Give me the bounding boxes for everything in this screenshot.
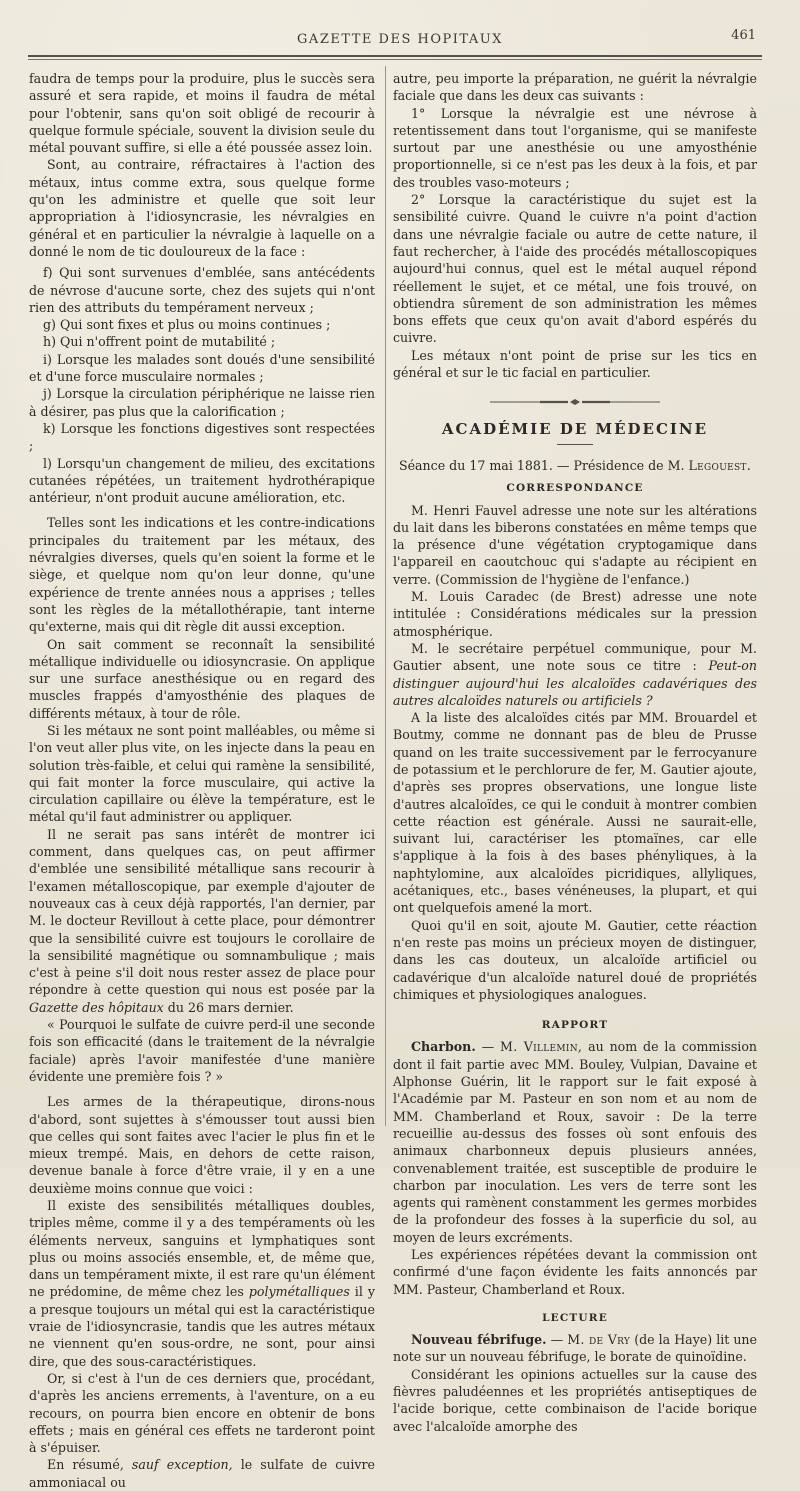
paragraph bbox=[29, 1197, 375, 1370]
paragraph: Considérant les opinions actuelles sur la cause des fièvres paludéennes et les propriétés antiseptiques de l'acide borique, cette combinaison de l'acide borique avec l'alcaloïde amorphe des bbox=[393, 1366, 757, 1434]
list-item: g) Qui sont fixes et plus ou moins continues ; bbox=[43, 317, 331, 333]
header-rule-thin bbox=[28, 59, 762, 60]
seance-line bbox=[393, 457, 757, 474]
page-header bbox=[40, 28, 760, 54]
correspondance-heading: CORRESPONDANCE bbox=[506, 482, 644, 495]
title-rule bbox=[557, 444, 593, 445]
paragraph: Quoi qu'il en soit, ajoute M. Gautier, cette réaction n'en reste pas moins un précieux moyen de distinguer, dans les cas douteux, un alcaloïde artificiel ou cadavérique d'un alcaloïde naturel doué de propriétés chimiques et physiologiques analogues. bbox=[393, 917, 757, 1002]
text-run: — bbox=[546, 1332, 568, 1348]
note-title: Peut-on distinguer aujourd'hui les alcaloïdes cadavériques des autres alcaloïdes naturels ou artificiels ? bbox=[393, 658, 757, 708]
text-run: il y a presque toujours un métal qui est la caractéristique vraie de l'idiosyncrasie, tandis que les autres métaux ne viennent qu'en sous-ordre, ne sont, pour ainsi dire, que des sous-caractéristiques. bbox=[29, 1284, 375, 1369]
paragraph: autre, peu importe la préparation, ne guérit la névralgie faciale que dans les deux cas suivants : bbox=[393, 71, 757, 104]
page-number: 461 bbox=[731, 28, 756, 43]
paragraph bbox=[393, 640, 757, 709]
text-run: le sulfate de cuivre ammoniacal ou bbox=[29, 1457, 375, 1490]
speaker-name: M. de Vry bbox=[567, 1332, 631, 1348]
left-column bbox=[29, 70, 375, 1491]
paragraph: On sait comment se reconnaît la sensibilité métallique individuelle ou idiosyncrasie. On applique sur une surface anesthésique ou en regard des muscles frappés d'amyosthénie des plaques de différents métaux, à tour de rôle. bbox=[29, 636, 375, 721]
column-divider bbox=[385, 66, 386, 1126]
paragraph bbox=[29, 826, 375, 1016]
italic-term: polymétalliques bbox=[248, 1284, 350, 1300]
speaker-name: M. Villemin, bbox=[500, 1039, 583, 1055]
paragraph bbox=[393, 1038, 757, 1246]
paragraph: Or, si c'est à l'un de ces derniers que, procédant, d'après les anciens errements, à l'aventure, on a eu recours, on pourra bien encore en obtenir de bons effets ; mais en général ces effets ne tarderont point à s'épuiser. bbox=[29, 1370, 375, 1456]
quotation: « Pourquoi le sulfate de cuivre perd-il une seconde fois son efficacité (dans le traitement de la névralgie faciale) après l'avoir manifestée d'une manière évidente une première fois ? » bbox=[29, 1017, 375, 1084]
section-ornament bbox=[393, 393, 757, 410]
italic-term: sauf exception, bbox=[131, 1457, 233, 1473]
paragraph: faudra de temps pour la produire, plus le succès sera assuré et sera rapide, et moins il faudra de métal pour l'obtenir, sans qu'on soit obligé de recourir à quelque formule spéciale, souvent la division seule du métal pouvant suffire, si elle a été poussée assez loin. bbox=[29, 71, 375, 156]
journal-title: Gazette des hôpitaux bbox=[29, 999, 164, 1015]
list-item: h) Qui n'offrent point de mutabilité ; bbox=[43, 334, 276, 350]
lecture-heading: LECTURE bbox=[542, 1311, 608, 1324]
text-run: En résumé, bbox=[47, 1457, 132, 1473]
text-run: M. le secrétaire perpétuel communique, pour M. Gautier absent, une note sous ce titre : bbox=[393, 640, 757, 674]
list-item: f) Qui sont survenues d'emblée, sans antécédents de névrose d'aucune sorte, chez des sujets qui n'ont rien des attributs du tempérament nerveux ; bbox=[29, 265, 375, 315]
text-run: Il ne serait pas sans intérêt de montrer ici comment, dans quelques cas, on peut affirmer d'emblée une sensibilité métallique sans recourir à l'examen métalloscopique, par exemple d'ajouter de nouveaux cas à ceux déjà rapportés, l'an dernier, par M. le docteur Revillout à cette place, pour démontrer que la sensibilité cuivre est toujours le corollaire de la sensibilité magnétique ou somnambulique ; mais c'est à peine s'il doit nous rester assez de place pour répondre à cette question qui nous est posée par la bbox=[29, 826, 375, 998]
text-run: Il existe des sensibilités métalliques doubles, triples même, comme il y a des tempéraments où les éléments nerveux, sanguins et lymphatiques sont plus ou moins associés ensemble, et, de même que, dans un tempérament mixte, il est rare qu'un élément ne prédomine, de même chez les bbox=[29, 1198, 375, 1300]
paragraph: 2° Lorsque la caractéristique du sujet est la sensibilité cuivre. Quand le cuivre n'a point d'action dans une névralgie faciale ou autre de cette nature, il faut rechercher, à l'aide des procédés métalloscopiques aujourd'hui connus, quel est le métal auquel répond réellement le sujet, et ce métal, une fois trouvé, on obtiendra sûrement de son administration les mêmes bons effets que ceux qu'on avait d'abord espérés du cuivre. bbox=[393, 192, 757, 346]
paragraph: Sont, au contraire, réfractaires à l'action des métaux, intus comme extra, sous quelque forme qu'on les administre et quelle que soit leur appropriation à l'idiosyncrasie, les névralgies en général et en particulier la névralgie à laquelle on a donné le nom de tic douloureux de la face : bbox=[29, 157, 375, 259]
paragraph: Les armes de la thérapeutique, dirons-nous d'abord, sont sujettes à s'émousser tout aussi bien que celles qui sont faites avec l'acier le plus fin et le mieux trempé. Mais, en dehors de cette raison, devenue banale à force d'être vraie, il y en a une deuxième moins connue que voici : bbox=[29, 1094, 375, 1196]
paragraph: Si les métaux ne sont point malléables, ou même si l'on veut aller plus vite, on les injecte dans la peau en solution très-faible, et celui qui ramène la sensibilité, qui fait monter la force musculaire, qui active la circulation capillaire ou élève la température, est le métal qu'il faut administrer ou appliquer. bbox=[29, 722, 375, 825]
paragraph: Les métaux n'ont point de prise sur les tics en général et sur le tic facial en particulier. bbox=[393, 347, 757, 381]
text-run: — bbox=[475, 1039, 501, 1055]
paragraph bbox=[29, 1456, 375, 1491]
paragraph: Les expériences répétées devant la commission ont confirmé d'une façon évidente les faits annoncés par MM. Pasteur, Chamberland et Roux. bbox=[393, 1247, 757, 1297]
paragraph bbox=[393, 1331, 757, 1366]
paragraph: Telles sont les indications et les contre-indications principales du traitement par les métaux, des névralgies diverses, quels qu'en soient la forme et le siège, et quelque nom qu'on leur donne, qu'une expérience de trente années nous a apprises ; telles sont les règles de la métallothérapie, tant interne qu'externe, mais qui dit règle dit aussi exception. bbox=[29, 515, 375, 635]
president-name: Legouest. bbox=[688, 457, 752, 473]
paragraph: M. Henri Fauvel adresse une note sur les altérations du lait dans les biberons constatées en même temps que la présence d'une végétation cryptogamique dans l'appareil en caoutchouc qui s'adapte au récipient en verre. (Commission de l'hygiène de l'enfance.) bbox=[393, 502, 757, 587]
list-item: k) Lorsque les fonctions digestives sont respectées ; bbox=[29, 420, 375, 454]
ornament-rule bbox=[490, 398, 660, 406]
list-item: j) Lorsque la circulation périphérique ne laisse rien à désirer, pas plus que la calorification ; bbox=[29, 386, 375, 419]
topic-lead: Charbon. bbox=[411, 1039, 476, 1055]
list-item: l) Lorsqu'un changement de milieu, des excitations cutanées répétées, un traitement hydrothérapique antérieur, n'ont produit aucune amélioration, etc. bbox=[29, 455, 375, 506]
running-title: GAZETTE DES HOPITAUX bbox=[297, 32, 503, 47]
academie-title: ACADÉMIE DE MÉDECINE bbox=[441, 419, 709, 438]
paragraph: M. Louis Caradec (de Brest) adresse une note intitulée : Considérations médicales sur la pression atmosphérique. bbox=[393, 589, 757, 639]
rapport-heading: RAPPORT bbox=[541, 1019, 609, 1032]
text-run: du 26 mars dernier. bbox=[163, 999, 294, 1015]
right-column bbox=[393, 70, 757, 1435]
header-rule-thick bbox=[28, 55, 762, 57]
paragraph: 1° Lorsque la névralgie est une névrose à retentissement dans tout l'organisme, qui se manifeste surtout par une anesthésie ou une amyosthénie proportionnelle, si ce n'est pas les deux à la fois, et par des troubles vaso-moteurs ; bbox=[393, 105, 757, 190]
text-run: Séance du 17 mai 1881. — Présidence de M. bbox=[398, 457, 689, 473]
text-run: au nom de la commission dont il fait partie avec MM. Bouley, Vulpian, Davaine et Alphonse Guérin, lit le rapport sur le fait exposé à l'Académie par M. Pasteur en son nom et au nom de MM. Chamberland et Roux, savoir : De la terre recueillie au-dessus des fosses où sont enfouis des animaux charbonneux depuis plusieurs années, convenablement traitée, est susceptible de produire le charbon par inoculation. Les vers de terre sont les agents qui ramènent constamment les germes morbides de la profondeur des fosses à la superficie du sol, au moyen de leurs excréments. bbox=[393, 1039, 758, 1245]
text-run: (de la Haye) lit une note sur un nouveau fébrifuge, le borate de quinoïdine. bbox=[393, 1332, 758, 1365]
topic-lead: Nouveau fébrifuge. bbox=[411, 1332, 547, 1348]
paragraph: A la liste des alcaloïdes cités par MM. Brouardel et Boutmy, comme ne donnant pas de bleu de Prusse quand on les traite successivement par le ferrocyanure de potassium et le perchlorure de fer, M. Gautier ajoute, d'après ses propres observations, une longue liste d'autres alcaloïdes, ce qui le conduit à montrer combien cette réaction est générale. Aussi ne saurait-elle, suivant lui, caractériser les ptomaïnes, car elle s'applique à la fois à des bases phényliques, à la naphtylomine, aux alcaloïdes picridiques, allyliques, acétaniques, etc., bases vénéneuses, la plupart, et qui ont quelquefois amené la mort. bbox=[393, 710, 757, 916]
list-item: i) Lorsque les malades sont doués d'une sensibilité et d'une force musculaire normales ; bbox=[29, 351, 375, 385]
